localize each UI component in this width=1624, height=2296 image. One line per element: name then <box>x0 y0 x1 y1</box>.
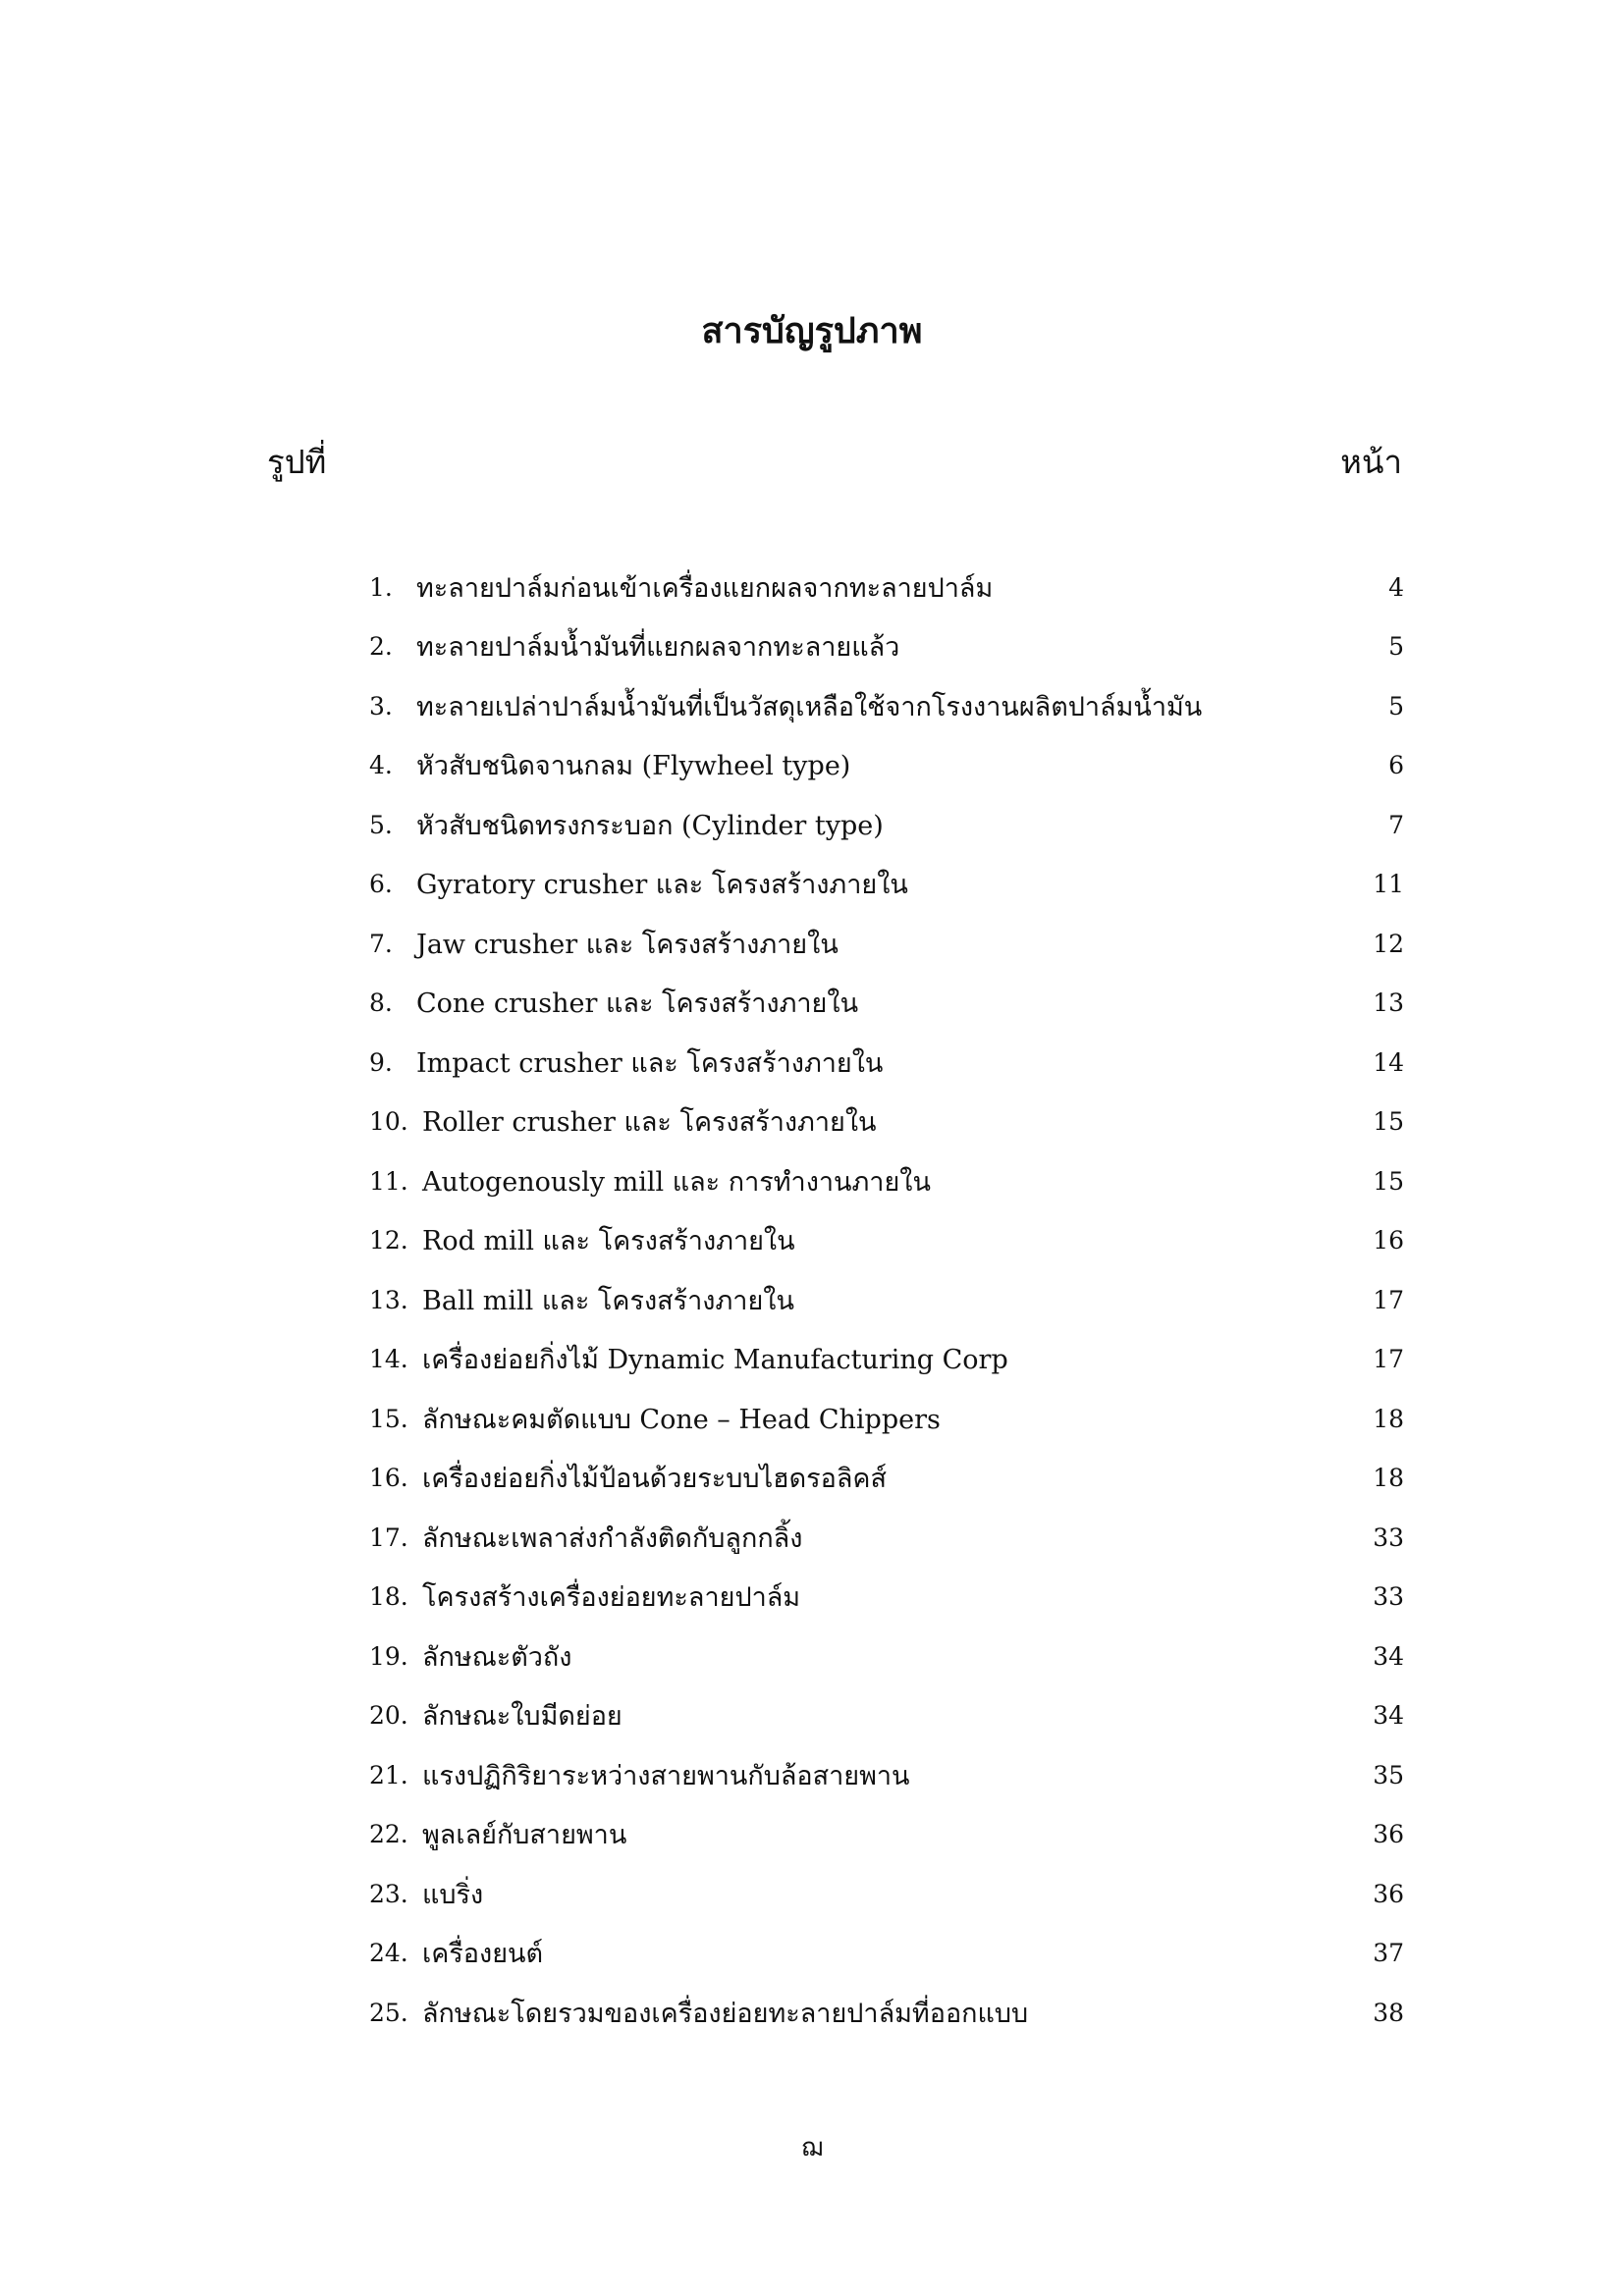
toc-entry <box>369 1270 1404 1330</box>
toc-entry-number: 3. <box>369 691 393 721</box>
toc-entry <box>369 1033 1404 1093</box>
toc-entry <box>369 1151 1404 1211</box>
toc-entry-title: ลักษณะโดยรวมของเครื่องย่อยทะลายปาล์มที่ออกแบบ <box>422 1998 1029 2029</box>
page-title: สารบัญรูปภาพ <box>701 310 923 351</box>
toc-entry <box>369 1924 1404 1984</box>
toc-entry-number: 8. <box>369 988 393 1018</box>
toc-entry-title: Gyratory crusher และ โครงสร้างภายใน <box>416 870 908 901</box>
toc-entry-page: 12 <box>1373 929 1404 958</box>
toc-entry <box>369 1093 1404 1152</box>
toc-entry-number: 22. <box>369 1820 408 1849</box>
toc-entry-page: 18 <box>1373 1464 1404 1493</box>
toc-entry-number: 23. <box>369 1879 408 1908</box>
toc-entry-title: เครื่องย่อยกิ่งไม้ป้อนด้วยระบบไฮดรอลิคส์ <box>422 1464 887 1495</box>
toc-entry-title: Ball mill และ โครงสร้างภายใน <box>422 1285 794 1316</box>
toc-entry-number: 20. <box>369 1701 408 1731</box>
toc-entry-page: 34 <box>1373 1641 1404 1671</box>
toc-entry-page: 36 <box>1373 1879 1404 1908</box>
toc-entry-page: 11 <box>1373 870 1404 899</box>
toc-entry-title: หัวสับชนิดจานกลม (Flywheel type) <box>416 751 851 782</box>
toc-entry-number: 19. <box>369 1641 408 1671</box>
toc-entry-title: หัวสับชนิดทรงกระบอก (Cylinder type) <box>416 810 884 841</box>
figure-list <box>369 558 1404 2043</box>
toc-entry-number: 2. <box>369 632 393 662</box>
toc-entry <box>369 1864 1404 1924</box>
toc-entry-number: 11. <box>369 1166 408 1196</box>
toc-entry-title: แรงปฏิกิริยาระหว่างสายพานกับล้อสายพาน <box>422 1760 910 1791</box>
toc-entry-title: ลักษณะใบมีดย่อย <box>422 1701 623 1733</box>
column-header-figure: รูปที่ <box>267 443 327 481</box>
toc-entry-number: 5. <box>369 810 393 839</box>
toc-entry-title: Autogenously mill และ การทำงานภายใน <box>422 1166 931 1198</box>
toc-entry-number: 15. <box>369 1404 408 1433</box>
toc-entry-number: 10. <box>369 1107 408 1137</box>
toc-entry-number: 25. <box>369 1998 408 2027</box>
toc-entry <box>369 736 1404 796</box>
toc-entry-title: Cone crusher และ โครงสร้างภายใน <box>416 988 859 1020</box>
toc-entry <box>369 1508 1404 1568</box>
toc-entry-page: 13 <box>1373 988 1404 1018</box>
toc-entry-page: 15 <box>1373 1166 1404 1196</box>
toc-entry-title: Jaw crusher และ โครงสร้างภายใน <box>416 929 839 960</box>
toc-entry-page: 35 <box>1373 1760 1404 1789</box>
toc-entry-page: 16 <box>1373 1226 1404 1255</box>
toc-entry-title: ทะลายปาล์มก่อนเข้าเครื่องแยกผลจากทะลายปาล์ม <box>416 572 994 604</box>
toc-entry <box>369 1389 1404 1449</box>
toc-entry-title: แบริ่ง <box>422 1879 484 1910</box>
toc-entry <box>369 1211 1404 1271</box>
toc-entry-page: 5 <box>1388 632 1404 662</box>
toc-entry-number: 12. <box>369 1226 408 1255</box>
toc-entry-page: 7 <box>1388 810 1404 839</box>
page-number-footer: ฌ <box>800 2133 824 2163</box>
toc-entry-number: 16. <box>369 1464 408 1493</box>
toc-entry-page: 18 <box>1373 1404 1404 1433</box>
toc-entry-page: 33 <box>1373 1582 1404 1612</box>
toc-entry-page: 14 <box>1373 1047 1404 1077</box>
toc-entry <box>369 676 1404 736</box>
toc-entry-page: 5 <box>1388 691 1404 721</box>
toc-entry <box>369 974 1404 1034</box>
toc-entry-number: 1. <box>369 572 393 602</box>
toc-entry-number: 13. <box>369 1285 408 1314</box>
toc-entry-number: 7. <box>369 929 393 958</box>
toc-entry-page: 38 <box>1373 1998 1404 2027</box>
toc-entry <box>369 1627 1404 1686</box>
toc-entry-page: 15 <box>1373 1107 1404 1137</box>
toc-entry-number: 6. <box>369 870 393 899</box>
column-header-page: หน้า <box>1340 443 1402 481</box>
toc-entry <box>369 1983 1404 2043</box>
toc-entry-title: ทะลายเปล่าปาล์มน้ำมันที่เป็นวัสดุเหลือใช้จากโรงงานผลิตปาล์มน้ำมัน <box>416 691 1203 722</box>
toc-entry <box>369 617 1404 677</box>
toc-entry-page: 17 <box>1373 1285 1404 1314</box>
toc-entry-page: 37 <box>1373 1939 1404 1968</box>
toc-entry <box>369 1745 1404 1805</box>
toc-entry-title: ลักษณะคมตัดแบบ Cone – Head Chippers <box>422 1404 941 1435</box>
toc-entry-title: ลักษณะตัวถัง <box>422 1641 572 1673</box>
toc-entry-page: 36 <box>1373 1820 1404 1849</box>
toc-entry-number: 4. <box>369 751 393 780</box>
toc-entry <box>369 1805 1404 1865</box>
toc-entry-page: 17 <box>1373 1345 1404 1374</box>
toc-entry-number: 9. <box>369 1047 393 1077</box>
toc-entry <box>369 558 1404 617</box>
toc-entry-number: 21. <box>369 1760 408 1789</box>
toc-entry-number: 14. <box>369 1345 408 1374</box>
toc-entry-page: 33 <box>1373 1522 1404 1552</box>
toc-entry-page: 34 <box>1373 1701 1404 1731</box>
toc-entry-number: 24. <box>369 1939 408 1968</box>
toc-entry <box>369 1330 1404 1390</box>
toc-entry-page: 6 <box>1388 751 1404 780</box>
toc-entry <box>369 914 1404 974</box>
toc-entry <box>369 795 1404 855</box>
toc-entry-title: Rod mill และ โครงสร้างภายใน <box>422 1226 795 1257</box>
toc-entry-title: Roller crusher และ โครงสร้างภายใน <box>422 1107 877 1139</box>
toc-entry-title: Impact crusher และ โครงสร้างภายใน <box>416 1047 884 1079</box>
toc-entry-title: โครงสร้างเครื่องย่อยทะลายปาล์ม <box>422 1582 801 1614</box>
toc-entry <box>369 855 1404 915</box>
toc-entry-number: 17. <box>369 1522 408 1552</box>
toc-entry-page: 4 <box>1388 572 1404 602</box>
toc-entry-title: เครื่องย่อยกิ่งไม้ Dynamic Manufacturing Corp <box>422 1345 1008 1376</box>
toc-entry-title: ลักษณะเพลาส่งกำลังติดกับลูกกลิ้ง <box>422 1522 803 1554</box>
toc-entry <box>369 1568 1404 1628</box>
toc-entry-number: 18. <box>369 1582 408 1612</box>
toc-entry <box>369 1449 1404 1509</box>
toc-entry-title: พูลเลย์กับสายพาน <box>422 1820 627 1851</box>
toc-entry-title: เครื่องยนต์ <box>422 1939 544 1970</box>
toc-entry <box>369 1686 1404 1746</box>
toc-entry-title: ทะลายปาล์มน้ำมันที่แยกผลจากทะลายแล้ว <box>416 632 900 664</box>
